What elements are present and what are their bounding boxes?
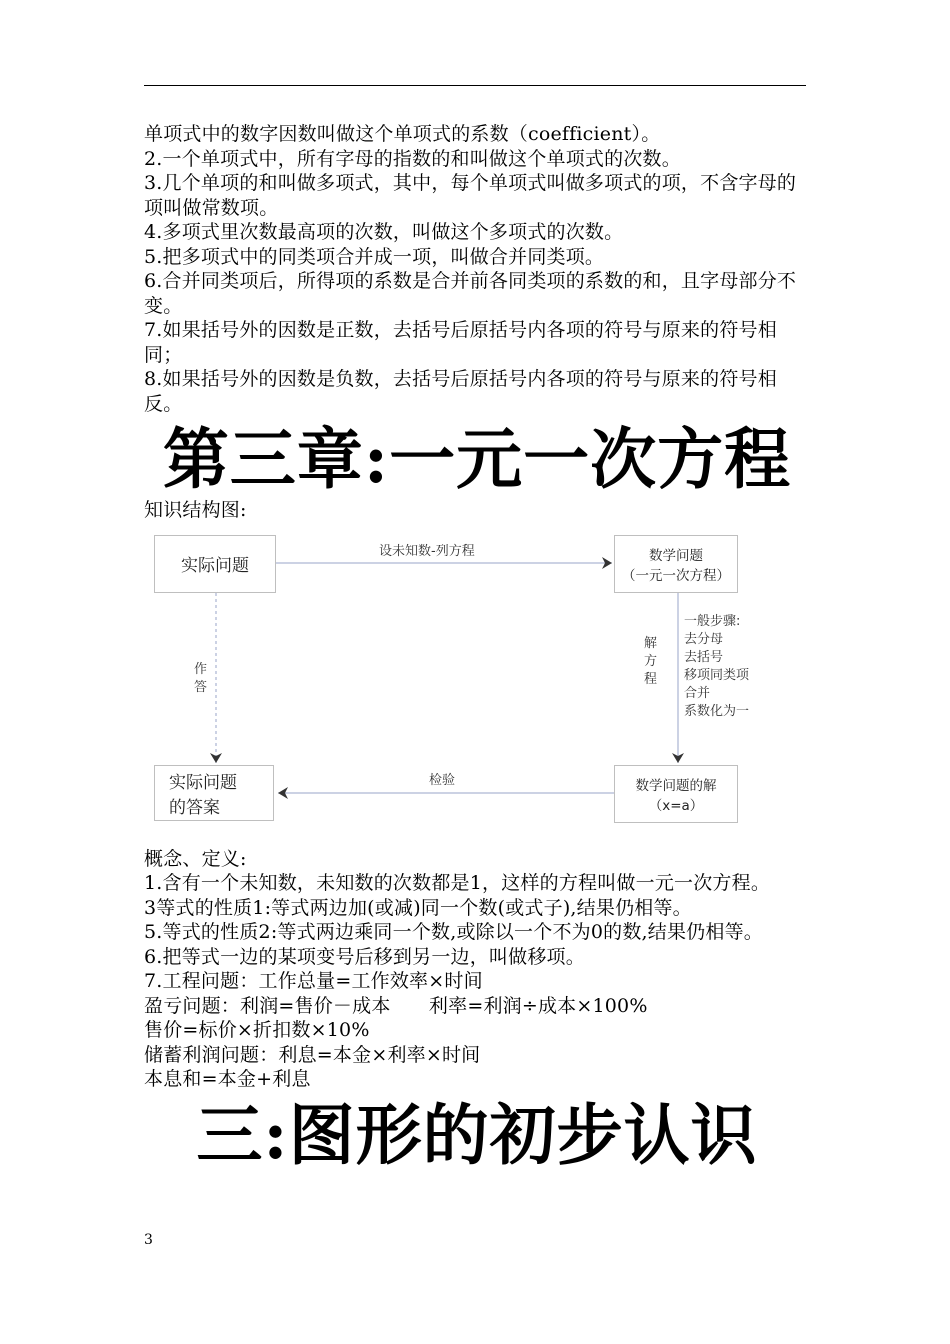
text-line: 6.把等式一边的某项变号后移到另一边，叫做移项。 bbox=[144, 945, 585, 968]
label-check: 检验 bbox=[429, 772, 456, 788]
page-number: 3 bbox=[144, 1232, 153, 1248]
text-line: 本息和=本金+利息 bbox=[144, 1068, 311, 1090]
label-answer: 作 答 bbox=[194, 661, 208, 695]
text-line: 2.一个单项式中，所有字母的指数的和叫做这个单项式的次数。 bbox=[144, 147, 681, 170]
diagram-caption: 知识结构图: bbox=[144, 499, 247, 521]
text-line: 售价=标价×折扣数×10% bbox=[144, 1019, 370, 1041]
header-rule bbox=[144, 85, 806, 86]
text-line: 6.合并同类项后，所得项的系数是合并前各同类项的系数的和，且字母部分不变。 bbox=[144, 270, 797, 317]
text-line: 7.工程问题：工作总量=工作效率×时间 bbox=[144, 970, 483, 992]
box-math-problem: 数学问题 （一元一次方程） bbox=[614, 535, 738, 593]
text-line: 3等式的性质1:等式两边加(或减)同一个数(或式子),结果仍相等。 bbox=[144, 896, 692, 919]
text-line: 概念、定义: bbox=[144, 847, 247, 870]
chapter-title: 第三章:一元一次方程 bbox=[162, 420, 792, 498]
text-line: 3.几个单项的和叫做多项式，其中，每个单项式叫做多项式的项，不含字母的项叫做常数项。 bbox=[144, 172, 797, 219]
text-line: 1.含有一个未知数，未知数的次数都是1，这样的方程叫做一元一次方程。 bbox=[144, 872, 771, 894]
knowledge-structure-diagram bbox=[144, 527, 810, 847]
text-line: 5.等式的性质2:等式两边乘同一个数,或除以一个不为0的数,结果仍相等。 bbox=[144, 921, 763, 943]
text-line: 8.如果括号外的因数是负数，去括号后原括号内各项的符号与原来的符号相反。 bbox=[144, 368, 777, 415]
box-solution: 数学问题的解 （x=a） bbox=[614, 765, 738, 823]
page-content bbox=[144, 122, 810, 1174]
box-real-problem: 实际问题 bbox=[154, 535, 276, 593]
next-chapter-title: 三:图形的初步认识 bbox=[196, 1095, 758, 1174]
label-solve-equation: 解 方 程 bbox=[644, 635, 658, 687]
text-line: 单项式中的数字因数叫做这个单项式的系数（coefficient）。 bbox=[144, 123, 661, 145]
text-line: 盈亏问题：利润=售价－成本 利率=利润÷成本×100% bbox=[144, 994, 648, 1017]
label-general-steps: 一般步骤: 去分母 去括号 移项同类项 合并 系数化为一 bbox=[684, 613, 750, 719]
text-line: 5.把多项式中的同类项合并成一项，叫做合并同类项。 bbox=[144, 245, 605, 268]
label-set-unknown: 设未知数-列方程 bbox=[379, 543, 475, 559]
text-line: 4.多项式里次数最高项的次数，叫做这个多项式的次数。 bbox=[144, 221, 624, 243]
text-line: 7.如果括号外的因数是正数，去括号后原括号内各项的符号与原来的符号相同； bbox=[144, 319, 777, 366]
text-line: 储蓄利润问题：利息=本金×利率×时间 bbox=[144, 1043, 481, 1066]
box-answer: 实际问题 的答案 bbox=[154, 765, 274, 821]
